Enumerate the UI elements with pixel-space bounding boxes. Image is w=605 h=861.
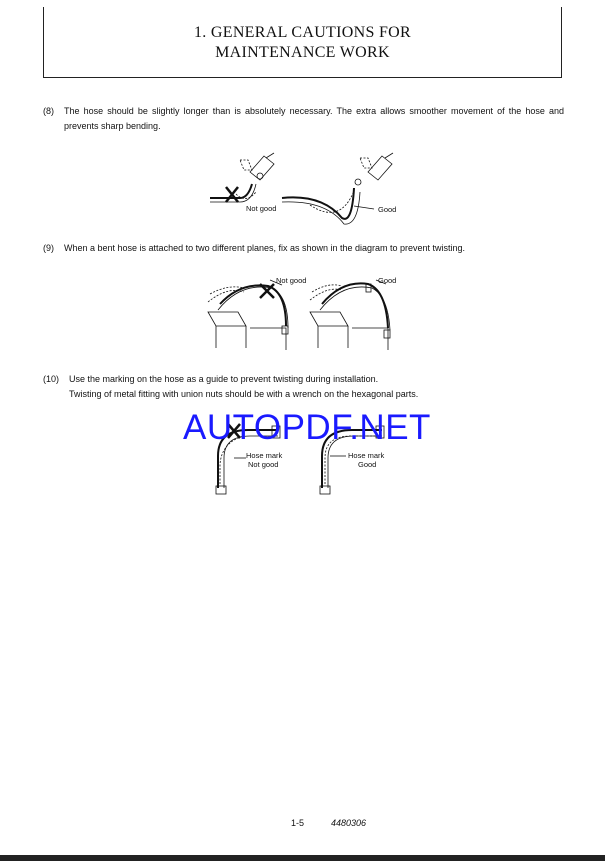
fig10-good-label: Good	[358, 460, 377, 469]
figure-hose-two-planes	[200, 272, 410, 352]
section-title	[44, 23, 561, 63]
item-10-line1: Use the marking on the hose as a guide to prevent twisting during installation.	[69, 374, 379, 384]
figure-hose-length	[200, 150, 420, 220]
item-10-line2: Twisting of metal fitting with union nuts should be with a wrench on the hexagonal parts.	[69, 389, 419, 399]
item-9-text: When a bent hose is attached to two different planes, fix as shown in the diagram to prevent twisting.	[64, 243, 466, 253]
document-number: 4480306	[331, 818, 367, 828]
section-header-box	[43, 7, 562, 78]
fig8-not-good-label: Not good	[246, 204, 277, 213]
item-8-number: (8)	[43, 106, 54, 116]
item-10-text	[69, 372, 549, 402]
item-9-number: (9)	[43, 243, 54, 253]
fig10-not-good-label: Not good	[248, 460, 279, 469]
bottom-border	[0, 855, 605, 861]
fig9-not-good-label: Not good	[276, 276, 307, 285]
fig8-good-label: Good	[378, 205, 397, 214]
fig10-hose-mark-good-label: Hose mark	[348, 451, 385, 460]
page-number: 1-5	[291, 818, 305, 828]
fig10-hose-mark-bad-label: Hose mark	[246, 451, 283, 460]
item-10-number: (10)	[43, 374, 60, 384]
section-title-line2: MAINTENANCE WORK	[215, 44, 390, 61]
item-8-text: The hose should be slightly longer than is absolutely necessary. The extra allows smoother movement of the hose and prevents sharp bending.	[64, 106, 564, 131]
watermark: AUTOPDF.NET	[183, 408, 431, 447]
section-title-line1: 1. GENERAL CAUTIONS FOR	[194, 24, 411, 41]
fig9-good-label: Good	[378, 276, 397, 285]
